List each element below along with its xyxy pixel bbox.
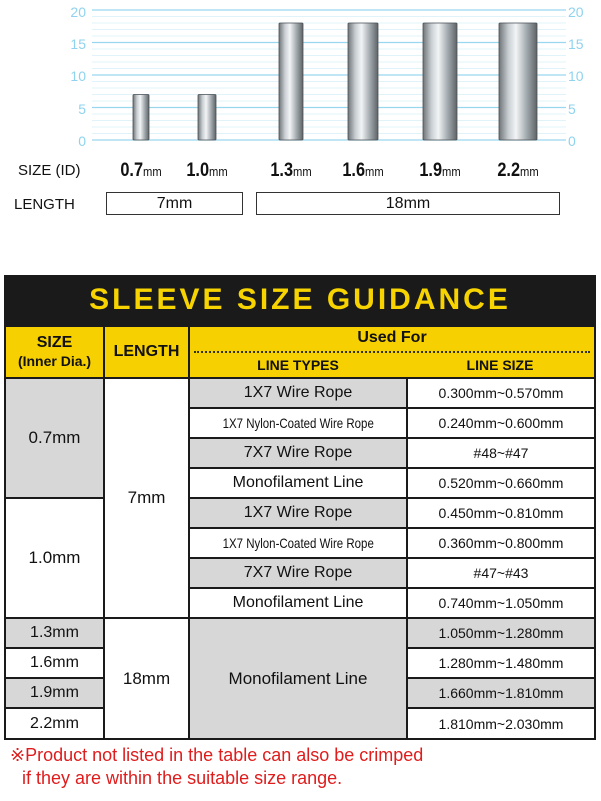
sleeve-size-table	[4, 275, 596, 740]
sleeve-cylinder	[279, 23, 303, 140]
length-cell-18mm: 18mm	[105, 619, 188, 738]
sleeve-cylinder	[133, 95, 149, 141]
line-type-cell: Monofilament Line	[190, 589, 406, 617]
size-cell-1.3: 1.3mm	[6, 619, 103, 647]
header-length: LENGTH	[105, 327, 188, 377]
line-type-cell: 7X7 Wire Rope	[190, 559, 406, 587]
size-label-0.7: 0.7mm	[120, 160, 162, 181]
y-tick-left: 0	[78, 133, 86, 149]
line-size-cell: 0.240mm~0.600mm	[408, 409, 594, 437]
sleeve-figure-graphic	[0, 0, 601, 150]
line-size-cell: #48~#47	[408, 439, 594, 467]
line-type-cell: 1X7 Wire Rope	[190, 499, 406, 527]
y-tick-right: 5	[568, 101, 576, 117]
length-cell-7mm: 7mm	[105, 379, 188, 617]
line-size-cell: 0.360mm~0.800mm	[408, 529, 594, 557]
sleeve-size-figure	[0, 0, 601, 230]
y-tick-right: 20	[568, 4, 584, 20]
size-label-1.9: 1.9mm	[419, 160, 461, 181]
size-label-1.3: 1.3mm	[270, 160, 312, 181]
line-type-cell-monofilament: Monofilament Line	[190, 619, 406, 738]
sleeve-cylinder	[198, 95, 216, 141]
line-type-cell: 1X7 Nylon-Coated Wire Rope	[190, 409, 406, 437]
y-tick-right: 0	[568, 133, 576, 149]
header-used-for-label: Used For	[357, 329, 427, 346]
header-line-size: LINE SIZE	[466, 357, 534, 373]
length-box-18mm: 18mm	[256, 192, 560, 215]
size-cell-1.0: 1.0mm	[6, 499, 103, 617]
size-label-1.0: 1.0mm	[186, 160, 228, 181]
line-size-cell: 0.520mm~0.660mm	[408, 469, 594, 497]
y-tick-left: 15	[70, 36, 86, 52]
line-type-cell: 1X7 Nylon-Coated Wire Rope	[190, 529, 406, 557]
line-size-cell: 1.660mm~1.810mm	[408, 679, 594, 707]
y-tick-right: 10	[568, 68, 584, 84]
sleeve-cylinder	[499, 23, 537, 140]
length-row-label: LENGTH	[14, 196, 75, 213]
table-title-banner	[4, 275, 596, 325]
table-title: SLEEVE SIZE GUIDANCE	[89, 283, 511, 316]
size-row-label: SIZE (ID)	[18, 162, 81, 179]
size-label-1.6: 1.6mm	[342, 160, 384, 181]
header-size: SIZE (Inner Dia.)	[6, 327, 103, 377]
y-tick-left: 20	[70, 4, 86, 20]
footnote	[10, 744, 423, 790]
line-size-cell: #47~#43	[408, 559, 594, 587]
line-size-cell: 1.050mm~1.280mm	[408, 619, 594, 647]
line-type-cell: 1X7 Wire Rope	[190, 379, 406, 407]
header-divider	[194, 351, 590, 353]
size-cell-1.9: 1.9mm	[6, 679, 103, 707]
line-size-cell: 0.740mm~1.050mm	[408, 589, 594, 617]
length-box-7mm: 7mm	[106, 192, 243, 215]
header-line-types: LINE TYPES	[257, 357, 339, 373]
size-cell-1.6: 1.6mm	[6, 649, 103, 677]
sleeve-cylinder	[423, 23, 457, 140]
line-size-cell: 1.810mm~2.030mm	[408, 709, 594, 738]
y-tick-left: 5	[78, 101, 86, 117]
line-size-cell: 1.280mm~1.480mm	[408, 649, 594, 677]
size-cell-0.7: 0.7mm	[6, 379, 103, 497]
line-size-cell: 0.300mm~0.570mm	[408, 379, 594, 407]
header-used-for	[190, 327, 594, 377]
size-label-2.2: 2.2mm	[497, 160, 539, 181]
size-cell-2.2: 2.2mm	[6, 709, 103, 738]
y-tick-right: 15	[568, 36, 584, 52]
line-type-cell: Monofilament Line	[190, 469, 406, 497]
y-tick-left: 10	[70, 68, 86, 84]
line-size-cell: 0.450mm~0.810mm	[408, 499, 594, 527]
line-type-cell: 7X7 Wire Rope	[190, 439, 406, 467]
sleeve-cylinder	[348, 23, 378, 140]
footnote-line-2: if they are within the suitable size range.	[22, 768, 343, 788]
footnote-line-1: ※Product not listed in the table can also be crimped	[10, 745, 424, 765]
